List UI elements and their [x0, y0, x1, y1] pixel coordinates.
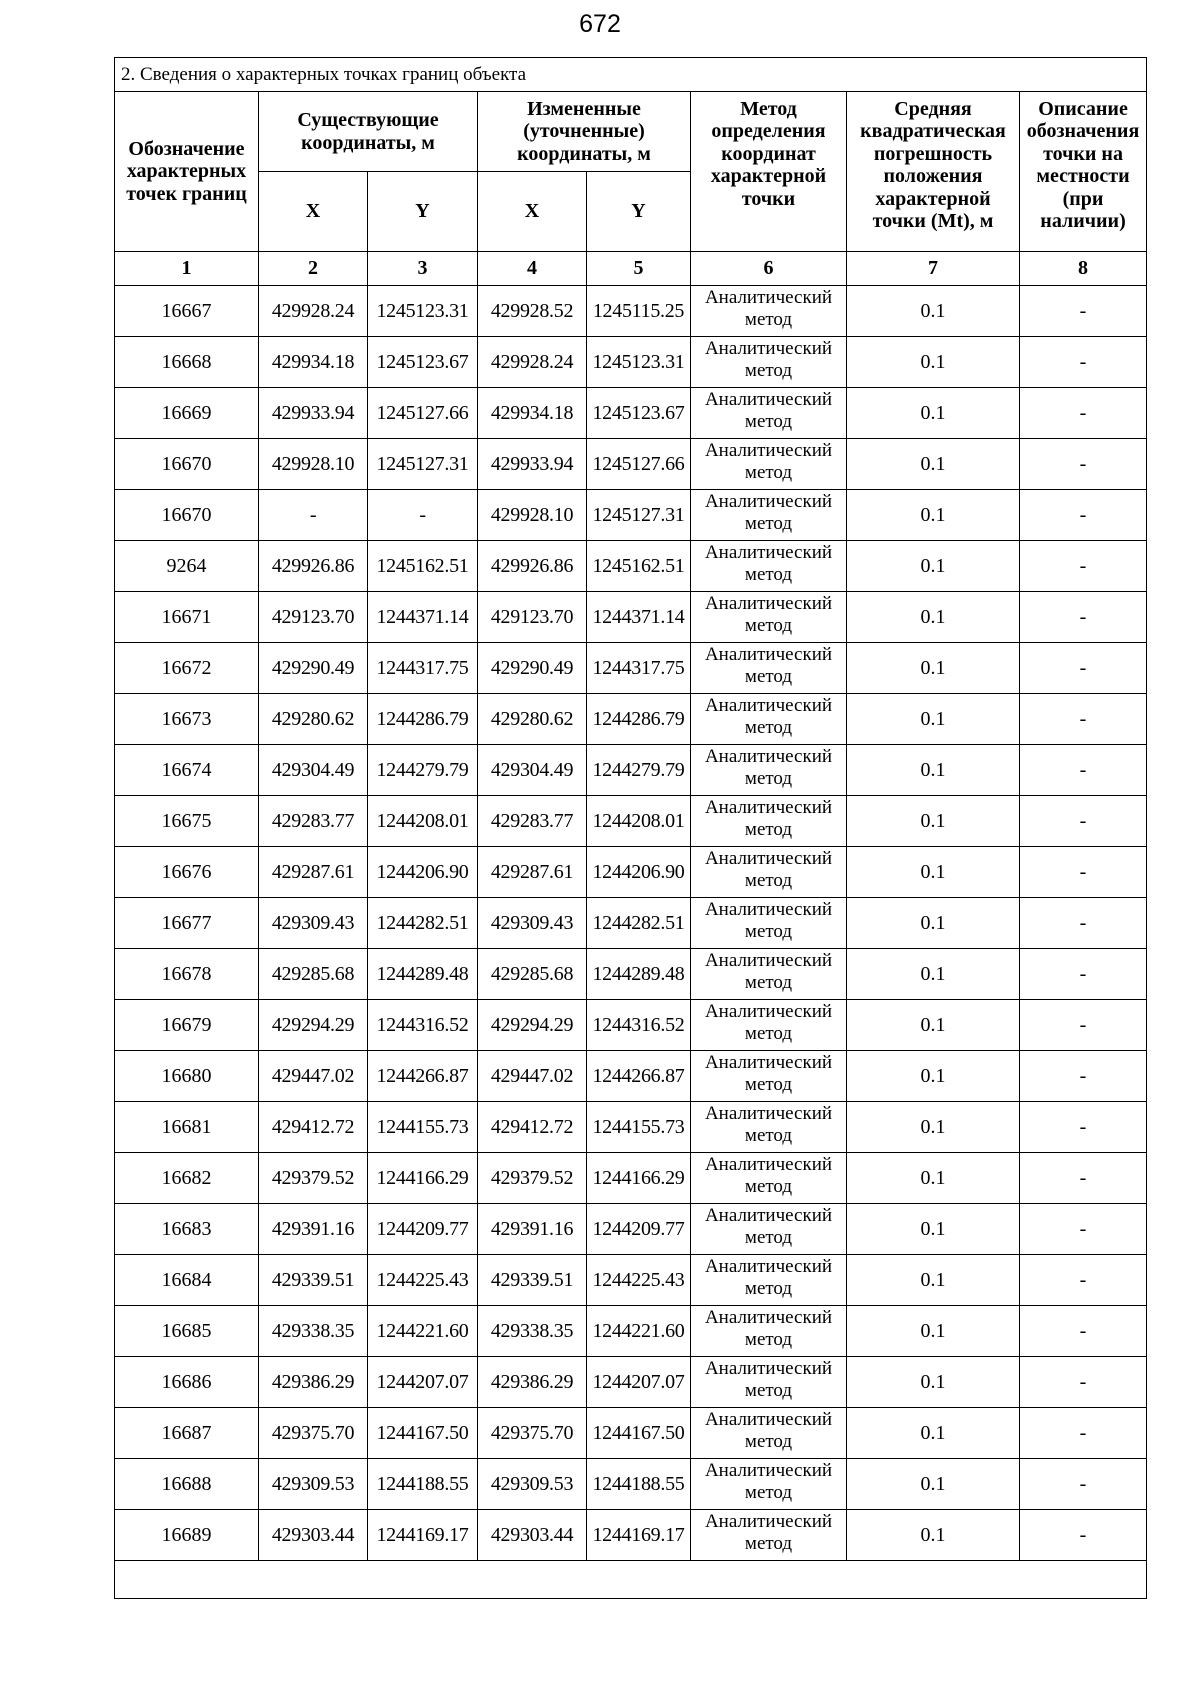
rms-error-cell: 0.1 [847, 796, 1020, 847]
changed-y-cell: 1244316.52 [587, 1000, 691, 1051]
existing-x-cell: 429303.44 [259, 1510, 368, 1561]
existing-x-cell: 429412.72 [259, 1102, 368, 1153]
description-cell: - [1020, 1051, 1147, 1102]
point-id-cell: 16671 [115, 592, 259, 643]
changed-x-cell: 429285.68 [478, 949, 587, 1000]
point-id-cell: 16685 [115, 1306, 259, 1357]
page-number: 672 [579, 10, 621, 38]
point-id-cell: 16676 [115, 847, 259, 898]
table-row [115, 1510, 1147, 1561]
table-row [115, 1306, 1147, 1357]
rms-error-cell: 0.1 [847, 490, 1020, 541]
rms-error-cell: 0.1 [847, 694, 1020, 745]
changed-x-cell: 429386.29 [478, 1357, 587, 1408]
table-row [115, 592, 1147, 643]
description-cell: - [1020, 1408, 1147, 1459]
method-cell: Аналитический метод [691, 1408, 847, 1459]
existing-y-cell: 1244166.29 [368, 1153, 478, 1204]
existing-x-cell: 429933.94 [259, 388, 368, 439]
existing-x-cell: 429123.70 [259, 592, 368, 643]
existing-x-cell: 429928.10 [259, 439, 368, 490]
existing-x-cell: 429375.70 [259, 1408, 368, 1459]
rms-error-cell: 0.1 [847, 337, 1020, 388]
column-number: 5 [587, 252, 691, 286]
existing-x-cell: 429283.77 [259, 796, 368, 847]
existing-x-cell: 429280.62 [259, 694, 368, 745]
changed-x-cell: 429280.62 [478, 694, 587, 745]
existing-y-cell: 1244371.14 [368, 592, 478, 643]
method-cell: Аналитический метод [691, 796, 847, 847]
point-id-cell: 16680 [115, 1051, 259, 1102]
changed-x-cell: 429412.72 [478, 1102, 587, 1153]
changed-y-cell: 1245127.66 [587, 439, 691, 490]
point-id-cell: 16670 [115, 490, 259, 541]
changed-y-cell: 1244166.29 [587, 1153, 691, 1204]
changed-y-cell: 1245127.31 [587, 490, 691, 541]
description-cell: - [1020, 1510, 1147, 1561]
method-cell: Аналитический метод [691, 847, 847, 898]
table-row [115, 1102, 1147, 1153]
existing-y-cell: 1244317.75 [368, 643, 478, 694]
point-id-cell: 16675 [115, 796, 259, 847]
column-number: 8 [1020, 252, 1147, 286]
description-cell: - [1020, 1102, 1147, 1153]
method-cell: Аналитический метод [691, 949, 847, 1000]
table-row [115, 1051, 1147, 1102]
description-cell: - [1020, 1000, 1147, 1051]
changed-y-cell: 1245162.51 [587, 541, 691, 592]
point-id-cell: 16683 [115, 1204, 259, 1255]
changed-x-cell: 429934.18 [478, 388, 587, 439]
existing-y-cell: 1244169.17 [368, 1510, 478, 1561]
description-cell: - [1020, 1357, 1147, 1408]
header-point-designation: Обозначение характерных точек границ [115, 92, 259, 252]
changed-y-cell: 1245123.31 [587, 337, 691, 388]
method-cell: Аналитический метод [691, 1510, 847, 1561]
existing-x-cell: 429339.51 [259, 1255, 368, 1306]
changed-x-cell: 429309.53 [478, 1459, 587, 1510]
table-row [115, 1357, 1147, 1408]
table-row [115, 388, 1147, 439]
changed-y-cell: 1244282.51 [587, 898, 691, 949]
rms-error-cell: 0.1 [847, 286, 1020, 337]
existing-x-cell: 429928.24 [259, 286, 368, 337]
existing-y-cell: 1244209.77 [368, 1204, 478, 1255]
header-existing-y: Y [368, 172, 478, 252]
point-id-cell: 16679 [115, 1000, 259, 1051]
description-cell: - [1020, 1204, 1147, 1255]
table-row [115, 745, 1147, 796]
method-cell: Аналитический метод [691, 439, 847, 490]
existing-y-cell: 1244221.60 [368, 1306, 478, 1357]
existing-y-cell: 1244207.07 [368, 1357, 478, 1408]
column-number: 6 [691, 252, 847, 286]
method-cell: Аналитический метод [691, 643, 847, 694]
method-cell: Аналитический метод [691, 1357, 847, 1408]
table-row [115, 1204, 1147, 1255]
rms-error-cell: 0.1 [847, 1102, 1020, 1153]
changed-x-cell: 429303.44 [478, 1510, 587, 1561]
changed-y-cell: 1244167.50 [587, 1408, 691, 1459]
method-cell: Аналитический метод [691, 541, 847, 592]
rms-error-cell: 0.1 [847, 847, 1020, 898]
rms-error-cell: 0.1 [847, 1204, 1020, 1255]
description-cell: - [1020, 847, 1147, 898]
rms-error-cell: 0.1 [847, 1153, 1020, 1204]
method-cell: Аналитический метод [691, 1000, 847, 1051]
existing-y-cell: 1244282.51 [368, 898, 478, 949]
table-row [115, 1459, 1147, 1510]
point-id-cell: 16673 [115, 694, 259, 745]
existing-y-cell: 1244167.50 [368, 1408, 478, 1459]
description-cell: - [1020, 490, 1147, 541]
method-cell: Аналитический метод [691, 337, 847, 388]
changed-x-cell: 429309.43 [478, 898, 587, 949]
method-cell: Аналитический метод [691, 1051, 847, 1102]
table-row [115, 949, 1147, 1000]
changed-x-cell: 429928.24 [478, 337, 587, 388]
table-row [115, 1255, 1147, 1306]
existing-y-cell: 1244289.48 [368, 949, 478, 1000]
point-id-cell: 16672 [115, 643, 259, 694]
existing-x-cell: 429294.29 [259, 1000, 368, 1051]
method-cell: Аналитический метод [691, 1204, 847, 1255]
existing-y-cell: 1245123.31 [368, 286, 478, 337]
existing-y-cell: 1245123.67 [368, 337, 478, 388]
point-id-cell: 16667 [115, 286, 259, 337]
point-id-cell: 16678 [115, 949, 259, 1000]
description-cell: - [1020, 694, 1147, 745]
existing-x-cell: 429926.86 [259, 541, 368, 592]
existing-x-cell: 429379.52 [259, 1153, 368, 1204]
changed-x-cell: 429304.49 [478, 745, 587, 796]
table-row [115, 1000, 1147, 1051]
rms-error-cell: 0.1 [847, 1459, 1020, 1510]
existing-x-cell: 429309.43 [259, 898, 368, 949]
method-cell: Аналитический метод [691, 898, 847, 949]
changed-x-cell: 429928.52 [478, 286, 587, 337]
rms-error-cell: 0.1 [847, 1306, 1020, 1357]
method-cell: Аналитический метод [691, 1306, 847, 1357]
rms-error-cell: 0.1 [847, 541, 1020, 592]
description-cell: - [1020, 592, 1147, 643]
rms-error-cell: 0.1 [847, 1510, 1020, 1561]
rms-error-cell: 0.1 [847, 1357, 1020, 1408]
changed-x-cell: 429928.10 [478, 490, 587, 541]
existing-y-cell: 1244316.52 [368, 1000, 478, 1051]
changed-x-cell: 429283.77 [478, 796, 587, 847]
changed-x-cell: 429933.94 [478, 439, 587, 490]
method-cell: Аналитический метод [691, 745, 847, 796]
changed-y-cell: 1244371.14 [587, 592, 691, 643]
existing-y-cell: 1244266.87 [368, 1051, 478, 1102]
table-row [115, 847, 1147, 898]
section-title: 2. Сведения о характерных точках границ объекта [115, 58, 1147, 92]
changed-y-cell: 1244155.73 [587, 1102, 691, 1153]
header-description: Описание обозначения точки на местности (при наличии) [1020, 92, 1147, 252]
changed-y-cell: 1244221.60 [587, 1306, 691, 1357]
existing-x-cell: 429447.02 [259, 1051, 368, 1102]
table-row [115, 796, 1147, 847]
rms-error-cell: 0.1 [847, 745, 1020, 796]
method-cell: Аналитический метод [691, 1102, 847, 1153]
existing-y-cell: 1244286.79 [368, 694, 478, 745]
existing-x-cell: 429304.49 [259, 745, 368, 796]
boundary-points-table [114, 57, 1147, 1599]
table-row [115, 541, 1147, 592]
table-row [115, 490, 1147, 541]
header-existing-coordinates: Существующие координаты, м [259, 92, 478, 172]
column-number-row [115, 252, 1147, 286]
point-id-cell: 16677 [115, 898, 259, 949]
method-cell: Аналитический метод [691, 1153, 847, 1204]
description-cell: - [1020, 643, 1147, 694]
table-row [115, 898, 1147, 949]
rms-error-cell: 0.1 [847, 898, 1020, 949]
existing-y-cell: 1245162.51 [368, 541, 478, 592]
point-id-cell: 16689 [115, 1510, 259, 1561]
rms-error-cell: 0.1 [847, 643, 1020, 694]
existing-y-cell: 1244206.90 [368, 847, 478, 898]
table-row [115, 439, 1147, 490]
column-number: 7 [847, 252, 1020, 286]
changed-x-cell: 429287.61 [478, 847, 587, 898]
header-changed-x: X [478, 172, 587, 252]
changed-y-cell: 1244206.90 [587, 847, 691, 898]
changed-y-cell: 1244188.55 [587, 1459, 691, 1510]
description-cell: - [1020, 1306, 1147, 1357]
column-number: 3 [368, 252, 478, 286]
point-id-cell: 16670 [115, 439, 259, 490]
description-cell: - [1020, 541, 1147, 592]
column-number: 4 [478, 252, 587, 286]
changed-x-cell: 429391.16 [478, 1204, 587, 1255]
existing-y-cell: 1244208.01 [368, 796, 478, 847]
point-id-cell: 16684 [115, 1255, 259, 1306]
header-method: Метод определения координат характерной точки [691, 92, 847, 252]
rms-error-cell: 0.1 [847, 1255, 1020, 1306]
description-cell: - [1020, 439, 1147, 490]
table-row [115, 286, 1147, 337]
method-cell: Аналитический метод [691, 592, 847, 643]
changed-x-cell: 429447.02 [478, 1051, 587, 1102]
column-number: 2 [259, 252, 368, 286]
changed-y-cell: 1244208.01 [587, 796, 691, 847]
method-cell: Аналитический метод [691, 1459, 847, 1510]
changed-y-cell: 1245115.25 [587, 286, 691, 337]
description-cell: - [1020, 796, 1147, 847]
header-existing-x: X [259, 172, 368, 252]
changed-x-cell: 429379.52 [478, 1153, 587, 1204]
changed-x-cell: 429339.51 [478, 1255, 587, 1306]
changed-y-cell: 1245123.67 [587, 388, 691, 439]
column-number: 1 [115, 252, 259, 286]
changed-x-cell: 429375.70 [478, 1408, 587, 1459]
point-id-cell: 16682 [115, 1153, 259, 1204]
method-cell: Аналитический метод [691, 286, 847, 337]
table-row [115, 337, 1147, 388]
description-cell: - [1020, 388, 1147, 439]
existing-x-cell: 429391.16 [259, 1204, 368, 1255]
rms-error-cell: 0.1 [847, 1408, 1020, 1459]
changed-y-cell: 1244207.07 [587, 1357, 691, 1408]
changed-x-cell: 429926.86 [478, 541, 587, 592]
rms-error-cell: 0.1 [847, 949, 1020, 1000]
rms-error-cell: 0.1 [847, 388, 1020, 439]
method-cell: Аналитический метод [691, 694, 847, 745]
rms-error-cell: 0.1 [847, 592, 1020, 643]
existing-x-cell: 429934.18 [259, 337, 368, 388]
existing-y-cell: 1244279.79 [368, 745, 478, 796]
existing-x-cell: - [259, 490, 368, 541]
changed-x-cell: 429123.70 [478, 592, 587, 643]
existing-y-cell: - [368, 490, 478, 541]
existing-y-cell: 1245127.66 [368, 388, 478, 439]
table-row [115, 1153, 1147, 1204]
existing-x-cell: 429287.61 [259, 847, 368, 898]
table-row [115, 1408, 1147, 1459]
header-changed-coordinates: Измененные (уточненные) координаты, м [478, 92, 691, 172]
changed-y-cell: 1244225.43 [587, 1255, 691, 1306]
existing-y-cell: 1244225.43 [368, 1255, 478, 1306]
description-cell: - [1020, 286, 1147, 337]
empty-cell [115, 1561, 1147, 1599]
changed-x-cell: 429290.49 [478, 643, 587, 694]
description-cell: - [1020, 949, 1147, 1000]
changed-y-cell: 1244289.48 [587, 949, 691, 1000]
table-row [115, 643, 1147, 694]
existing-y-cell: 1244155.73 [368, 1102, 478, 1153]
point-id-cell: 16669 [115, 388, 259, 439]
rms-error-cell: 0.1 [847, 1051, 1020, 1102]
empty-row [115, 1561, 1147, 1599]
description-cell: - [1020, 1459, 1147, 1510]
existing-x-cell: 429285.68 [259, 949, 368, 1000]
point-id-cell: 16687 [115, 1408, 259, 1459]
existing-x-cell: 429309.53 [259, 1459, 368, 1510]
description-cell: - [1020, 1255, 1147, 1306]
existing-x-cell: 429386.29 [259, 1357, 368, 1408]
description-cell: - [1020, 745, 1147, 796]
description-cell: - [1020, 1153, 1147, 1204]
changed-x-cell: 429294.29 [478, 1000, 587, 1051]
changed-y-cell: 1244266.87 [587, 1051, 691, 1102]
description-cell: - [1020, 337, 1147, 388]
rms-error-cell: 0.1 [847, 1000, 1020, 1051]
point-id-cell: 16681 [115, 1102, 259, 1153]
changed-y-cell: 1244279.79 [587, 745, 691, 796]
description-cell: - [1020, 898, 1147, 949]
method-cell: Аналитический метод [691, 1255, 847, 1306]
method-cell: Аналитический метод [691, 388, 847, 439]
method-cell: Аналитический метод [691, 490, 847, 541]
existing-y-cell: 1244188.55 [368, 1459, 478, 1510]
table-row [115, 694, 1147, 745]
point-id-cell: 16688 [115, 1459, 259, 1510]
changed-y-cell: 1244286.79 [587, 694, 691, 745]
header-rms-error: Средняя квадратическая погрешность положения характерной точки (Mt), м [847, 92, 1020, 252]
changed-y-cell: 1244169.17 [587, 1510, 691, 1561]
point-id-cell: 16674 [115, 745, 259, 796]
existing-y-cell: 1245127.31 [368, 439, 478, 490]
existing-x-cell: 429338.35 [259, 1306, 368, 1357]
changed-x-cell: 429338.35 [478, 1306, 587, 1357]
existing-x-cell: 429290.49 [259, 643, 368, 694]
header-changed-y: Y [587, 172, 691, 252]
point-id-cell: 16686 [115, 1357, 259, 1408]
point-id-cell: 16668 [115, 337, 259, 388]
changed-y-cell: 1244209.77 [587, 1204, 691, 1255]
changed-y-cell: 1244317.75 [587, 643, 691, 694]
point-id-cell: 9264 [115, 541, 259, 592]
rms-error-cell: 0.1 [847, 439, 1020, 490]
